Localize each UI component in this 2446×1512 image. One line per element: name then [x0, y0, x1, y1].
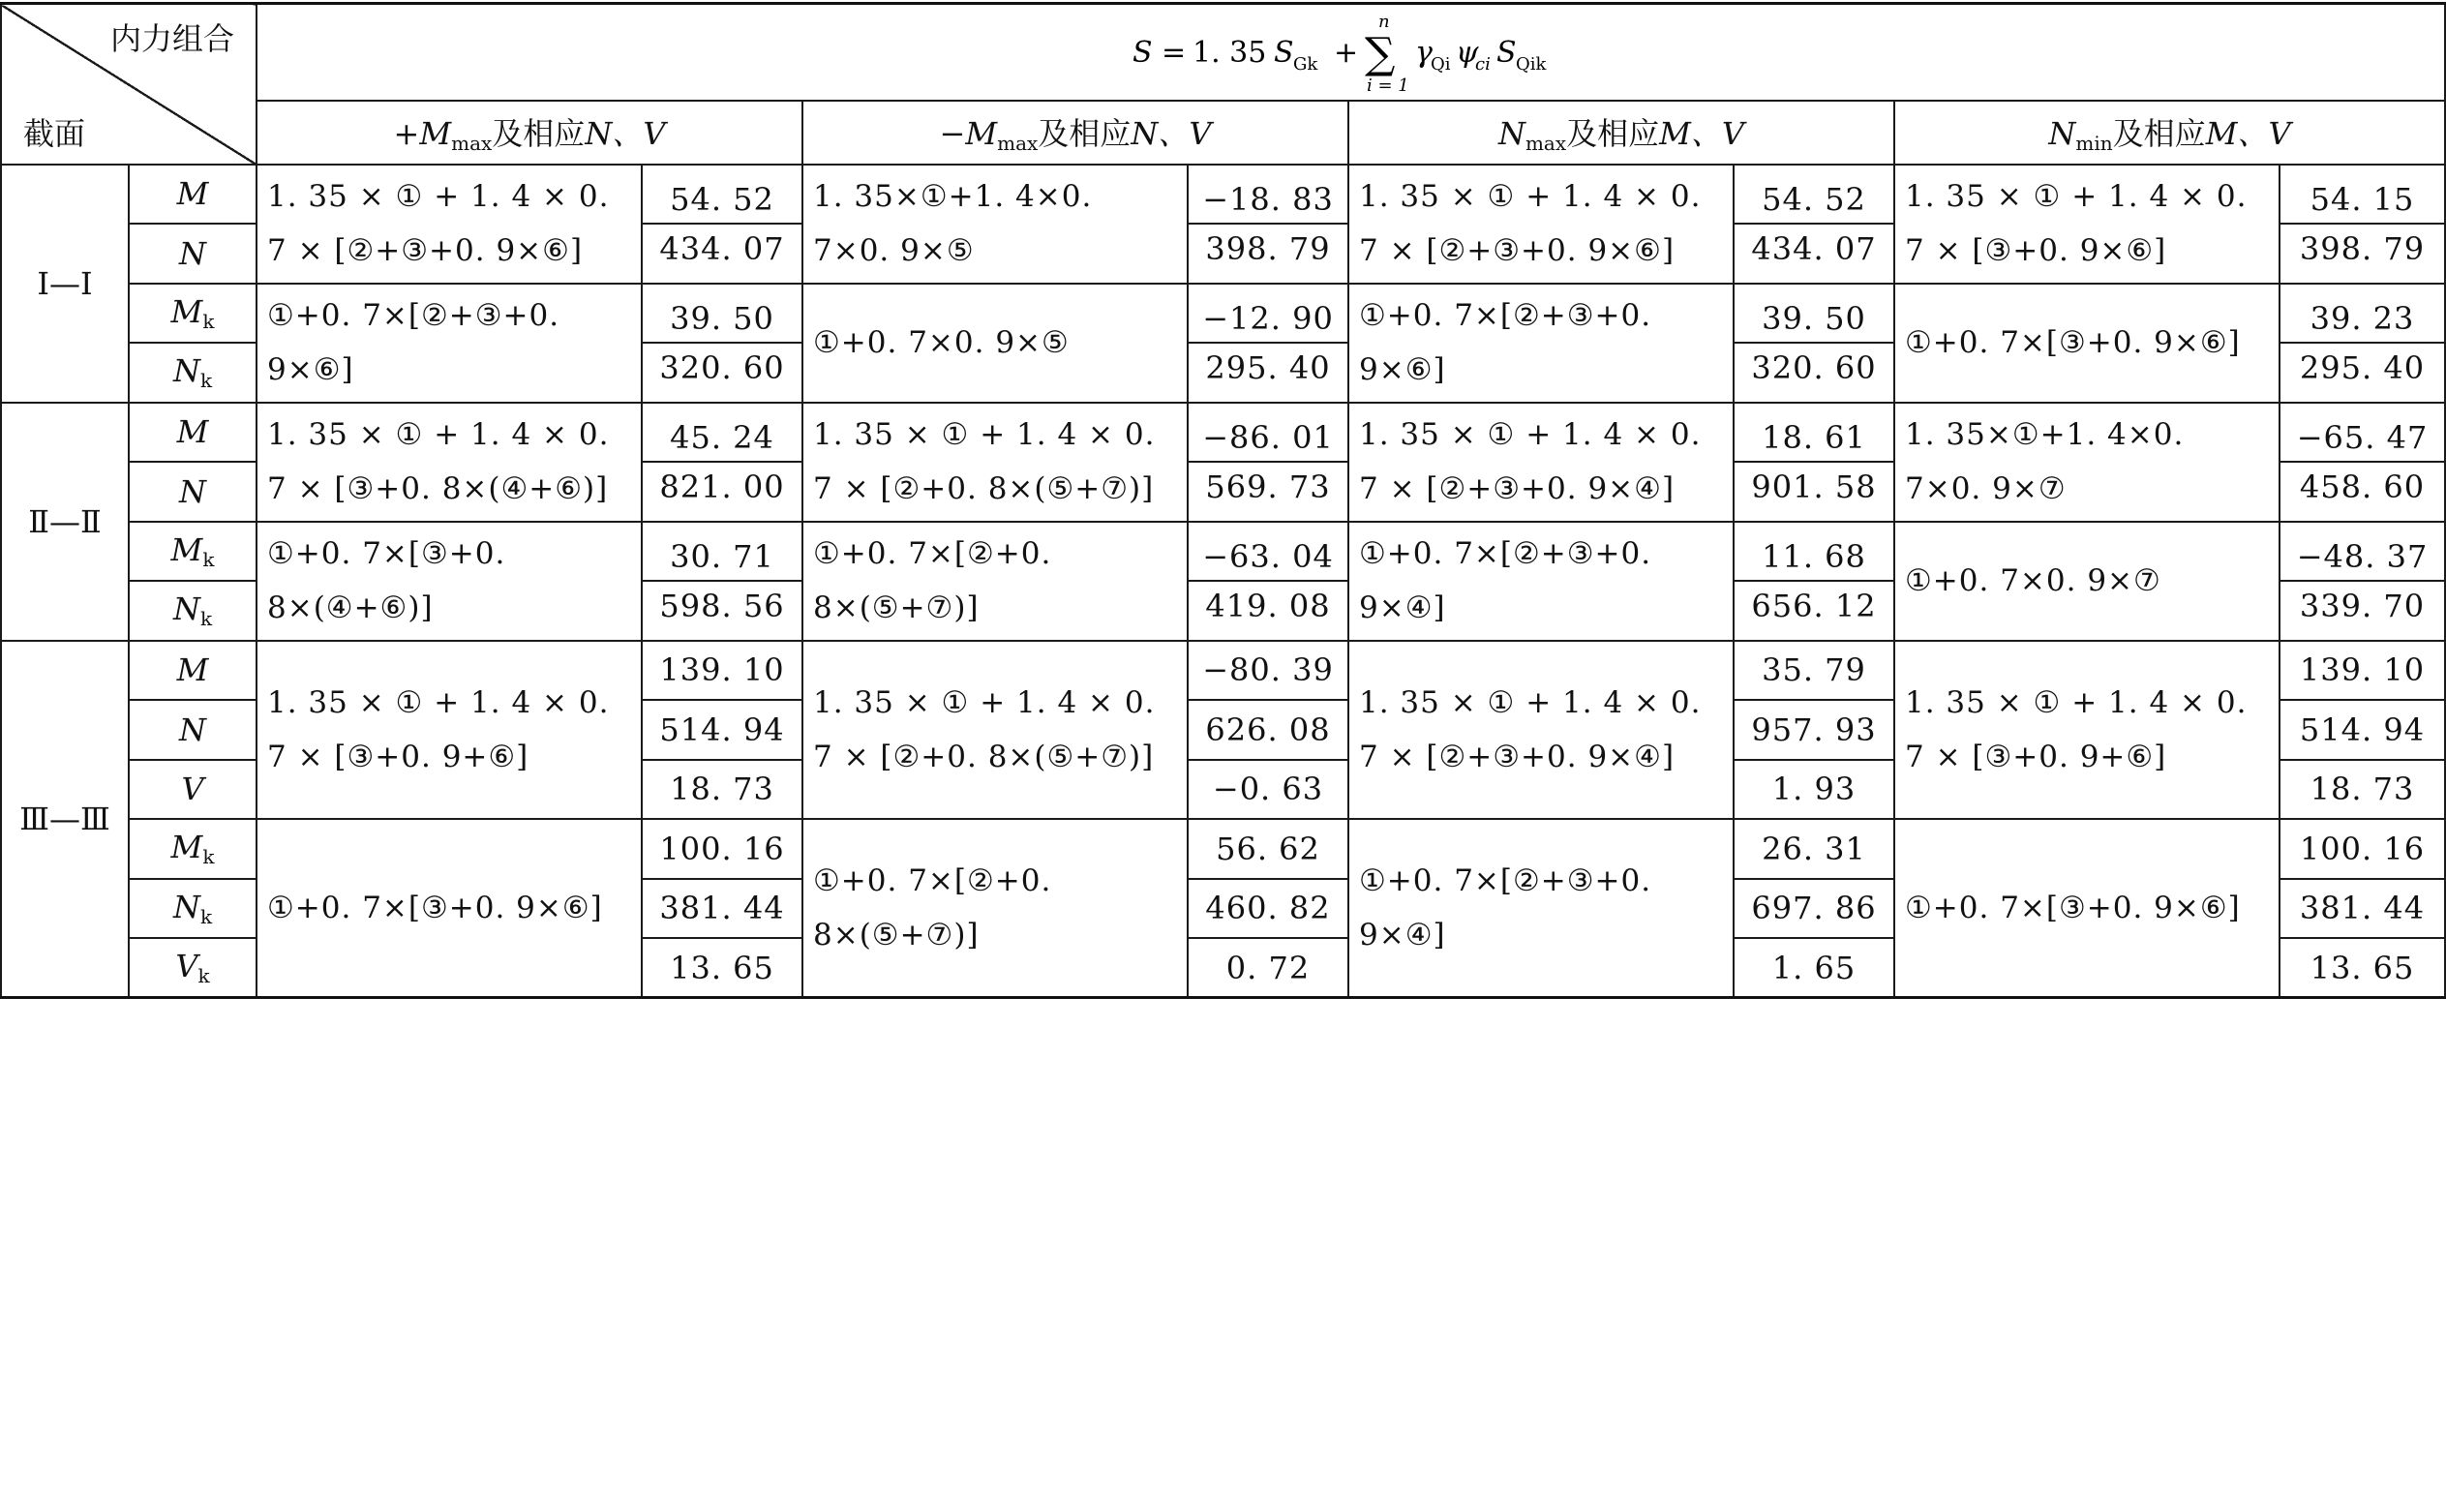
group-header-2 — [802, 101, 1348, 165]
value-cell: 100. 16 — [642, 819, 802, 879]
quantity-symbol — [129, 819, 257, 879]
group-header-zh: 及相应 — [1566, 115, 1660, 152]
value-cell: 139. 10 — [642, 641, 802, 701]
group-header-rest: M、V — [2205, 115, 2291, 152]
value-cell: 18. 73 — [642, 760, 802, 820]
value-cell: 11. 68 — [1734, 522, 1894, 582]
quantity-symbol-sub: k — [199, 369, 213, 393]
quantity-symbol — [129, 343, 257, 403]
quantity-symbol-main: N — [179, 711, 206, 748]
design-combination-expression: 1. 35 × ① + 1. 4 × 0. 7 × [③+0. 9+⑥] — [257, 641, 642, 820]
value-cell: 30. 71 — [642, 522, 802, 582]
value-cell: 598. 56 — [642, 581, 802, 641]
quantity-symbol-main: M — [170, 292, 203, 330]
formula-sum-top: n — [1377, 11, 1390, 32]
quantity-symbol — [129, 284, 257, 344]
corner-combination-label: 内力组合 — [109, 20, 234, 57]
quantity-symbol — [129, 403, 257, 463]
quantity-symbol-main: V — [181, 771, 204, 808]
design-combination-expression: 1. 35×①+1. 4×0. 7×0. 9×⑤ — [802, 165, 1188, 284]
combination-formula — [257, 4, 2445, 101]
quantity-symbol-main: N — [172, 352, 200, 390]
formula-gamma: γ — [1414, 35, 1433, 70]
quantity-symbol-sub: k — [202, 845, 215, 869]
value-cell: 320. 60 — [642, 343, 802, 403]
table-row — [1, 403, 2445, 463]
value-cell: 381. 44 — [642, 879, 802, 939]
value-cell: 434. 07 — [642, 224, 802, 284]
value-cell: 100. 16 — [2280, 819, 2445, 879]
value-cell: 514. 94 — [642, 700, 802, 760]
formula-sum-sign: ∑ — [1364, 28, 1395, 78]
value-cell: 45. 24 — [642, 403, 802, 463]
value-cell: 656. 12 — [1734, 581, 1894, 641]
characteristic-combination-expression: ①+0. 7×[③+0. 9×⑥] — [1894, 819, 2280, 998]
characteristic-combination-expression: ①+0. 7×0. 9×⑦ — [1894, 522, 2280, 641]
value-cell: 626. 08 — [1188, 700, 1348, 760]
table-row — [1, 819, 2445, 879]
quantity-symbol — [129, 938, 257, 998]
group-header-4 — [1894, 101, 2445, 165]
design-combination-expression: 1. 35 × ① + 1. 4 × 0. 7 × [②+0. 8×(⑤+⑦)] — [802, 403, 1188, 522]
value-cell: 569. 73 — [1188, 462, 1348, 522]
design-combination-expression: 1. 35 × ① + 1. 4 × 0. 7 × [②+③+0. 9×⑥] — [257, 165, 642, 284]
formula-psi-sub: ci — [1474, 53, 1491, 75]
characteristic-combination-expression: ①+0. 7×[②+③+0. 9×⑥] — [257, 284, 642, 403]
formula-psi: ψ — [1455, 35, 1479, 70]
formula-eq: = — [1161, 35, 1186, 70]
quantity-symbol-main: N — [172, 888, 200, 925]
quantity-symbol — [129, 224, 257, 284]
formula-graphic — [1129, 8, 1574, 97]
quantity-symbol — [129, 522, 257, 582]
formula-coef: 1. 35 — [1192, 35, 1266, 70]
section-label: Ⅰ—Ⅰ — [1, 165, 129, 403]
quantity-symbol-main: M — [176, 651, 209, 689]
value-cell: 1. 65 — [1734, 938, 1894, 998]
quantity-symbol-main: N — [172, 590, 200, 628]
design-combination-expression: 1. 35 × ① + 1. 4 × 0. 7 × [②+③+0. 9×⑥] — [1348, 165, 1734, 284]
group-header-rest: N、V — [585, 115, 666, 152]
quantity-symbol-main: M — [176, 413, 209, 451]
group-header-zh: 及相应 — [1038, 115, 1132, 152]
group-header-sub: max — [451, 132, 493, 155]
value-cell: 697. 86 — [1734, 879, 1894, 939]
value-cell: −12. 90 — [1188, 284, 1348, 344]
group-header-sign: + — [393, 115, 420, 152]
quantity-symbol — [129, 641, 257, 701]
quantity-symbol-main: N — [179, 234, 206, 272]
value-cell: 18. 73 — [2280, 760, 2445, 820]
value-cell: 320. 60 — [1734, 343, 1894, 403]
design-combination-expression: 1. 35 × ① + 1. 4 × 0. 7 × [③+0. 9×⑥] — [1894, 165, 2280, 284]
value-cell: 381. 44 — [2280, 879, 2445, 939]
quantity-symbol — [129, 760, 257, 820]
value-cell: 139. 10 — [2280, 641, 2445, 701]
group-header-sub: max — [1525, 132, 1567, 155]
characteristic-combination-expression: ①+0. 7×[②+③+0. 9×④] — [1348, 522, 1734, 641]
design-combination-expression: 1. 35 × ① + 1. 4 × 0. 7 × [②+0. 8×(⑤+⑦)] — [802, 641, 1188, 820]
value-cell: 295. 40 — [2280, 343, 2445, 403]
formula-gamma-sub: Qi — [1430, 53, 1451, 75]
table-row — [1, 522, 2445, 582]
value-cell: −48. 37 — [2280, 522, 2445, 582]
group-header-sub: max — [997, 132, 1039, 155]
group-header-1 — [257, 101, 802, 165]
quantity-symbol — [129, 462, 257, 522]
quantity-symbol — [129, 165, 257, 225]
characteristic-combination-expression: ①+0. 7×[②+0. 8×(⑤+⑦)] — [802, 522, 1188, 641]
value-cell: −63. 04 — [1188, 522, 1348, 582]
design-combination-expression: 1. 35 × ① + 1. 4 × 0. 7 × [②+③+0. 9×④] — [1348, 403, 1734, 522]
value-cell: 821. 00 — [642, 462, 802, 522]
value-cell: 339. 70 — [2280, 581, 2445, 641]
quantity-symbol-main: M — [170, 829, 203, 866]
value-cell: 54. 52 — [642, 165, 802, 225]
group-header-zh: 及相应 — [492, 115, 586, 152]
characteristic-combination-expression: ①+0. 7×[②+③+0. 9×⑥] — [1348, 284, 1734, 403]
group-header-rest: N、V — [1131, 115, 1212, 152]
group-header-sub: min — [2075, 132, 2113, 155]
characteristic-combination-expression: ①+0. 7×[②+③+0. 9×④] — [1348, 819, 1734, 998]
value-cell: −80. 39 — [1188, 641, 1348, 701]
value-cell: 39. 23 — [2280, 284, 2445, 344]
design-combination-expression: 1. 35 × ① + 1. 4 × 0. 7 × [②+③+0. 9×④] — [1348, 641, 1734, 820]
quantity-symbol-sub: k — [199, 607, 213, 631]
characteristic-combination-expression: ①+0. 7×[③+0. 9×⑥] — [257, 819, 642, 998]
value-cell: 434. 07 — [1734, 224, 1894, 284]
value-cell: 398. 79 — [1188, 224, 1348, 284]
value-cell: −0. 63 — [1188, 760, 1348, 820]
quantity-symbol-sub: k — [202, 547, 215, 571]
value-cell: 460. 82 — [1188, 879, 1348, 939]
design-combination-expression: 1. 35 × ① + 1. 4 × 0. 7 × [③+0. 8×(④+⑥)] — [257, 403, 642, 522]
group-header-sym: M — [419, 115, 452, 152]
value-cell: 901. 58 — [1734, 462, 1894, 522]
characteristic-combination-expression: ①+0. 7×[③+0. 8×(④+⑥)] — [257, 522, 642, 641]
quantity-symbol-sub: k — [202, 309, 215, 333]
value-cell: 54. 15 — [2280, 165, 2445, 225]
value-cell: 398. 79 — [2280, 224, 2445, 284]
table-row — [1, 284, 2445, 344]
group-header-sym: N — [2048, 115, 2076, 152]
group-header-sign: − — [939, 115, 966, 152]
value-cell: 54. 52 — [1734, 165, 1894, 225]
value-cell: 26. 31 — [1734, 819, 1894, 879]
characteristic-combination-expression: ①+0. 7×[③+0. 9×⑥] — [1894, 284, 2280, 403]
quantity-symbol — [129, 581, 257, 641]
corner-header — [1, 4, 257, 165]
group-header-sym: M — [965, 115, 998, 152]
value-cell: 419. 08 — [1188, 581, 1348, 641]
characteristic-combination-expression: ①+0. 7×[②+0. 8×(⑤+⑦)] — [802, 819, 1188, 998]
section-label: Ⅱ—Ⅱ — [1, 403, 129, 641]
formula-lhs: S — [1132, 35, 1153, 70]
table-row — [1, 165, 2445, 225]
quantity-symbol-main: M — [176, 175, 209, 213]
formula-sqik: S — [1495, 35, 1517, 70]
value-cell: 18. 61 — [1734, 403, 1894, 463]
quantity-symbol-main: N — [179, 472, 206, 510]
value-cell: 13. 65 — [642, 938, 802, 998]
section-label: Ⅲ—Ⅲ — [1, 641, 129, 998]
value-cell: 56. 62 — [1188, 819, 1348, 879]
formula-plus: + — [1333, 35, 1358, 70]
value-cell: −18. 83 — [1188, 165, 1348, 225]
value-cell: 35. 79 — [1734, 641, 1894, 701]
group-header-sym: N — [1497, 115, 1525, 152]
design-combination-expression: 1. 35×①+1. 4×0. 7×0. 9×⑦ — [1894, 403, 2280, 522]
formula-sum-bottom: i = 1 — [1366, 75, 1409, 96]
group-header-3 — [1348, 101, 1894, 165]
value-cell: 39. 50 — [1734, 284, 1894, 344]
quantity-symbol — [129, 879, 257, 939]
value-cell: −65. 47 — [2280, 403, 2445, 463]
quantity-symbol — [129, 700, 257, 760]
value-cell: 295. 40 — [1188, 343, 1348, 403]
quantity-symbol-main: M — [170, 530, 203, 568]
value-cell: 957. 93 — [1734, 700, 1894, 760]
value-cell: 0. 72 — [1188, 938, 1348, 998]
corner-section-label: 截面 — [23, 114, 86, 152]
characteristic-combination-expression: ①+0. 7×0. 9×⑤ — [802, 284, 1188, 403]
design-combination-expression: 1. 35 × ① + 1. 4 × 0. 7 × [③+0. 9+⑥] — [1894, 641, 2280, 820]
group-header-zh: 及相应 — [2112, 115, 2206, 152]
value-cell: −86. 01 — [1188, 403, 1348, 463]
value-cell: 458. 60 — [2280, 462, 2445, 522]
value-cell: 514. 94 — [2280, 700, 2445, 760]
group-header-rest: M、V — [1659, 115, 1745, 152]
quantity-symbol-sub: k — [197, 964, 210, 987]
value-cell: 39. 50 — [642, 284, 802, 344]
load-combination-table — [0, 2, 2446, 999]
formula-sgk-sub: Gk — [1292, 53, 1317, 75]
table-row — [1, 641, 2445, 701]
formula-sgk: S — [1273, 35, 1294, 70]
value-cell: 13. 65 — [2280, 938, 2445, 998]
quantity-symbol-sub: k — [199, 904, 213, 928]
value-cell: 1. 93 — [1734, 760, 1894, 820]
quantity-symbol-main: V — [175, 948, 198, 984]
formula-sqik-sub: Qik — [1515, 53, 1546, 75]
